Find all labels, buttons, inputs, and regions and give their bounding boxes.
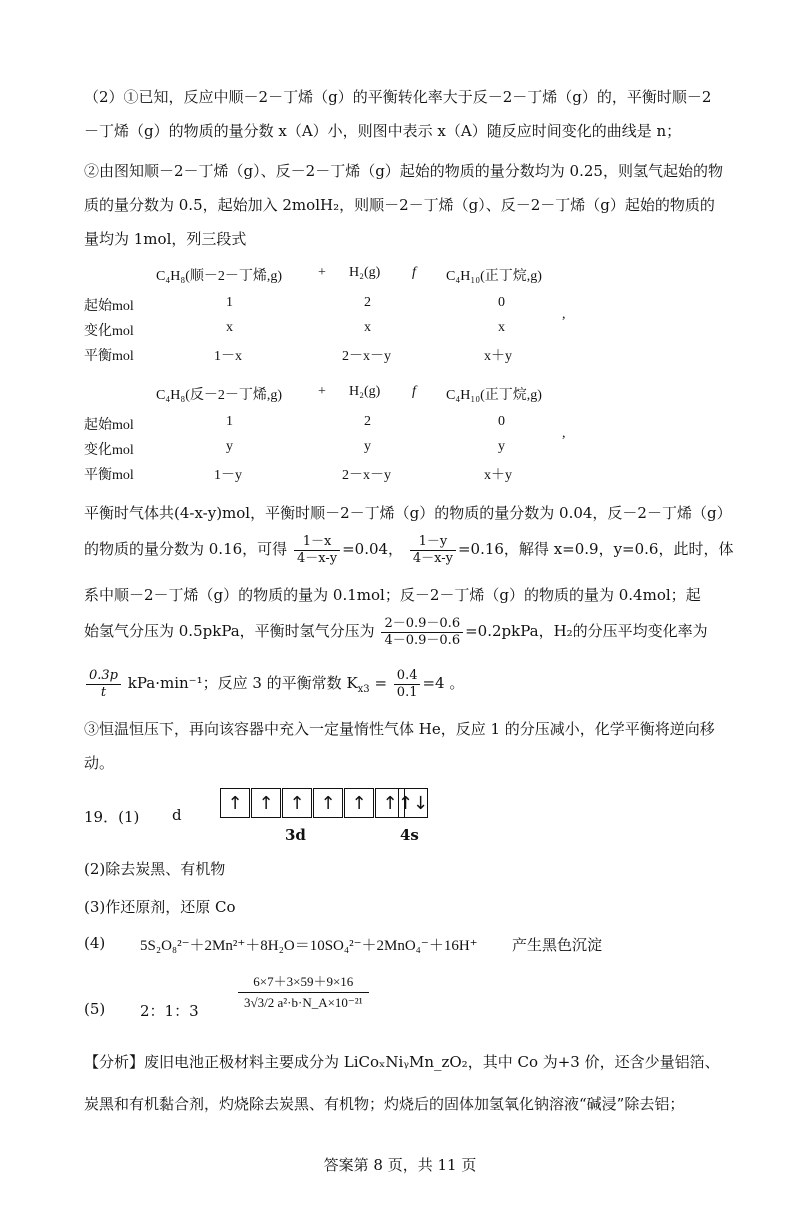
calc-text: =4 。 (422, 674, 465, 692)
t2-cell: y (364, 439, 371, 454)
orbital-box-4s: ↑↓ (398, 788, 428, 818)
orbital-box-3d: ↑ (282, 788, 312, 818)
fraction (294, 534, 340, 567)
fraction-den: 4－x-y (296, 550, 338, 566)
part2-paragraph-1: （2）①已知，反应中顺－2－丁烯（g）的平衡转化率大于反－2－丁烯（g）的，平衡时顺－2－丁烯（g）的物质的量分数 x（A）小，则图中表示 x（A）随反应时间变化的曲线是 n； (84, 88, 712, 140)
fraction-num: 1－y (410, 534, 456, 551)
page-footer: 答案第 8 页，共 11 页 (323, 1156, 477, 1174)
t2-row-label: 起始mol (84, 418, 134, 433)
t1-cell: 1－x (214, 349, 242, 364)
q19-answer-d: d (172, 806, 182, 824)
t1-h2: H₂(g) (349, 265, 381, 280)
fraction (381, 616, 463, 649)
fraction (410, 534, 456, 567)
calc-text: =0.04， (342, 540, 404, 558)
fraction-den: 4－0.9－0.6 (384, 632, 461, 648)
analysis-line-2: 炭黑和有机黏合剂，灼烧除去炭黑、有机物；灼烧后的固体加氢氧化钠溶液“碱浸”除去铝； (84, 1095, 685, 1113)
t1-row-label: 平衡mol (84, 349, 134, 364)
calc-text: =0.16，解得 x=0.9，y=0.6，此时，体 (457, 540, 734, 558)
t1-product: C₄H₁₀(正丁烷,g) (446, 269, 542, 284)
t1-cell: x (226, 320, 233, 335)
t1-row-label: 变化mol (84, 324, 134, 339)
fraction-den: t (100, 684, 107, 700)
t1-arrow: f (412, 265, 416, 280)
orbital-box-3d: ↑ (344, 788, 374, 818)
calc-line-1: 平衡时气体共(4-x-y)mol，平衡时顺－2－丁烯（g）的物质的量分数为 0.04，反－2－丁烯（g） (84, 504, 732, 522)
q19-item-2: (2)除去炭黑、有机物 (84, 860, 226, 878)
q19-item-4-number: (4) (84, 934, 106, 952)
q19-item-5-ratio: 2：1：3 (140, 1002, 199, 1020)
t1-cell: x (364, 320, 371, 335)
calc-line-2 (84, 532, 733, 566)
t2-cell: 1 (226, 414, 233, 429)
fraction (238, 972, 369, 1013)
calc-text: kPa·min⁻¹；反应 3 的平衡常数 K (123, 674, 358, 692)
calc-line-3: 系中顺－2－丁烯（g）的物质的量为 0.1mol；反－2－丁烯（g）的物质的量为 0.4mol；起 (84, 586, 701, 604)
t2-cell: 0 (498, 414, 505, 429)
fraction (394, 668, 421, 701)
q19-item-4-note: 产生黑色沉淀 (512, 936, 603, 954)
t1-cell: 2 (364, 295, 371, 310)
k-subscript: x3 (357, 684, 370, 695)
fraction-den: 4－x-y (412, 550, 453, 566)
t2-comma: , (562, 426, 566, 441)
calc-line-5 (84, 666, 464, 700)
t1-row-label: 起始mol (84, 299, 134, 314)
t2-plus: + (318, 384, 326, 399)
t2-arrow: f (412, 384, 416, 399)
t2-row-label: 平衡mol (84, 468, 134, 483)
t2-cell: 2 (364, 414, 371, 429)
fraction-num: 6×7＋3×59＋9×16 (238, 972, 369, 993)
label-4s: 4s (400, 826, 419, 844)
q19-item-3: (3)作还原剂，还原 Co (84, 898, 236, 916)
t2-reactant: C₄H₈(反－2－丁烯,g) (156, 388, 283, 403)
calc-text: =0.2pkPa，H₂的分压平均变化率为 (465, 622, 708, 640)
fraction (86, 668, 121, 701)
part2-paragraph-2: ②由图知顺－2－丁烯（g）、反－2－丁烯（g）起始的物质的量分数均为 0.25，则氢气起始的物质的量分数为 0.5，起始加入 2molH₂，则顺－2－丁烯（g）、反－2－丁烯（g）起始的物质的量均为 1mol，列三段式 (84, 162, 723, 248)
q19-item-1: 19．(1) (84, 808, 140, 826)
t2-cell: y (498, 439, 505, 454)
t2-cell: 2－x－y (342, 468, 391, 483)
calc-line-4 (84, 614, 708, 648)
t1-cell: 2－x－y (342, 349, 391, 364)
part3-paragraph: ③恒温恒压下，再向该容器中充入一定量惰性气体 He，反应 1 的分压减小，化学平衡将逆向移动。 (84, 720, 715, 772)
orbital-box-3d: ↑ (251, 788, 281, 818)
q19-item-5-number: (5) (84, 1000, 106, 1018)
t1-cell: 0 (498, 295, 505, 310)
fraction-num: 0.4 (394, 668, 421, 685)
t1-reactant: C₄H₈(顺－2－丁烯,g) (156, 269, 283, 284)
t2-cell: x＋y (484, 468, 512, 483)
fraction-den: 3√3/2 a²·b·N_A×10⁻²¹ (244, 995, 363, 1010)
label-3d: 3d (285, 826, 306, 844)
t2-product: C₄H₁₀(正丁烷,g) (446, 388, 542, 403)
q19-equation: 5S₂O₈²⁻＋2Mn²⁺＋8H₂O＝10SO₄²⁻＋2MnO₄⁻＋16H⁺ (140, 938, 478, 954)
orbital-box-3d: ↑ (220, 788, 250, 818)
t1-plus: + (318, 265, 326, 280)
fraction-num: 2－0.9－0.6 (381, 616, 463, 633)
fraction-num: 1－x (294, 534, 340, 551)
fraction-num: 0.3p (86, 668, 121, 685)
q19-density-fraction (236, 972, 371, 1013)
orbital-box-3d: ↑ (375, 788, 405, 818)
t2-cell: y (226, 439, 233, 454)
fraction-den: 0.1 (396, 684, 418, 700)
t1-cell: x (498, 320, 505, 335)
analysis-line-1: 【分析】废旧电池正极材料主要成分为 LiCoₓNiᵧMn_zO₂，其中 Co 为+3 价，还含少量铝箔、 (84, 1053, 720, 1071)
t2-cell: 1－y (214, 468, 242, 483)
t2-h2: H₂(g) (349, 384, 381, 399)
calc-text: = (369, 674, 388, 692)
t1-cell: 1 (226, 295, 233, 310)
orbital-box-3d: ↑ (313, 788, 343, 818)
t2-row-label: 变化mol (84, 443, 134, 458)
calc-text: 的物质的量分数为 0.16，可得 (84, 540, 288, 558)
t1-comma: , (562, 307, 566, 322)
calc-text: 始氢气分压为 0.5pkPa，平衡时氢气分压为 (84, 622, 375, 640)
t1-cell: x＋y (484, 349, 512, 364)
